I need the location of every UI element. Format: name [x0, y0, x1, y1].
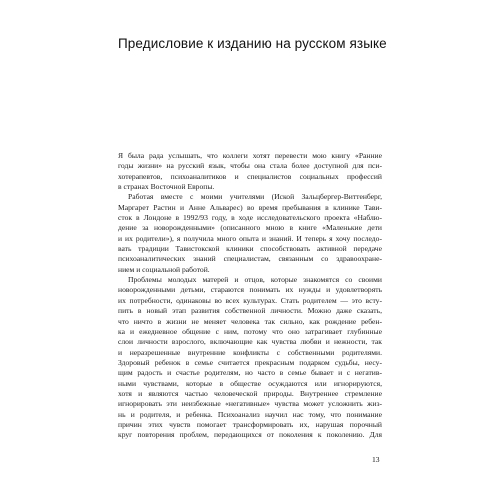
text-line: Проблемы молодых матерей и отцов, которые знакомятся со своими	[128, 275, 382, 285]
text-line: психоаналитических знаний специалистам, связанным со здравоохране-	[118, 254, 382, 264]
text-line: нь и родителя, и ребенка. Психоанализ научил нас тому, что понимание	[118, 409, 382, 419]
page-title: Предисловие к изданию на русском языке	[118, 36, 387, 51]
text-line: годы жизни» на русский язык, чтобы она стала более доступной для пси-	[118, 161, 382, 171]
text-line: Я была рада услышать, что коллеги хотят перевести мою книгу «Ранние	[118, 151, 382, 160]
text-line: и их родители»), я получила много опыта и знаний. И теперь я хочу последо-	[118, 233, 382, 243]
text-line: Маргарет Растин и Анне Альварес) во время пребывания в клинике Тави-	[118, 202, 382, 212]
paragraph	[118, 275, 382, 441]
text-line: Здоровый ребенок в семье считается прекрасным подарком судьбы, несу-	[118, 357, 382, 367]
text-line: в странах Восточной Европы.	[118, 182, 215, 192]
text-line: нием и социальной работой.	[118, 264, 210, 274]
text-line: что ничто в жизни не меняет человека так сильно, как рождение ребен-	[118, 316, 382, 326]
text-line: пить в новый этап развития собственной личности. Можно даже сказать,	[118, 306, 382, 316]
paragraph	[118, 192, 382, 275]
text-line: слои личности взрослого, включающие как чувства любви и нежности, так	[118, 337, 382, 347]
text-line: щим радость и счастье родителям, но часто в семье бывает и с негатив-	[118, 368, 382, 378]
page-number: 13	[372, 455, 380, 464]
body-text	[118, 151, 382, 441]
text-line: ными чувствами, которые в обществе осуждаются или игнорируются,	[118, 378, 382, 388]
text-line: новорожденными детьми, стараются понимать их нужды и удовлетворять	[118, 285, 382, 295]
text-line: хотя и являются частью человеческой природы. Внутреннее стремление	[118, 388, 382, 398]
text-line: игнорировать эти неизбежные «негативные» чувства может усложнить жиз-	[118, 399, 382, 409]
paragraph	[118, 151, 382, 192]
text-line: причин этих чувств помогает трансформировать их, нарушая порочный	[118, 419, 382, 429]
text-line: их потребности, одинаковы во всех культурах. Стать родителем — это всту-	[118, 295, 382, 305]
text-line: Работая вместе с моими учителями (Иской Зальцбергер-Виттенберг,	[128, 192, 382, 202]
text-line: хотерапевтов, психоаналитиков и специалистов социальных профессий	[118, 171, 382, 181]
text-line: вать традиции Тавистокской клиники способствовать активной передаче	[118, 244, 382, 254]
text-line: дение за новорожденными» (описанного мною в книге «Маленькие дети	[118, 223, 382, 233]
text-line: круг повторения проблем, передающихся от поколения к поколению. Для	[118, 430, 382, 440]
text-line: и неразрешенные внутренние конфликты с собственными родителями.	[118, 347, 382, 357]
text-line: сток в Лондоне в 1992/93 году, в ходе исследовательского проекта «Наблю-	[118, 213, 382, 223]
text-line: ка и ежедневное общение с ним, потому что оно затрагивает глубинные	[118, 326, 382, 336]
